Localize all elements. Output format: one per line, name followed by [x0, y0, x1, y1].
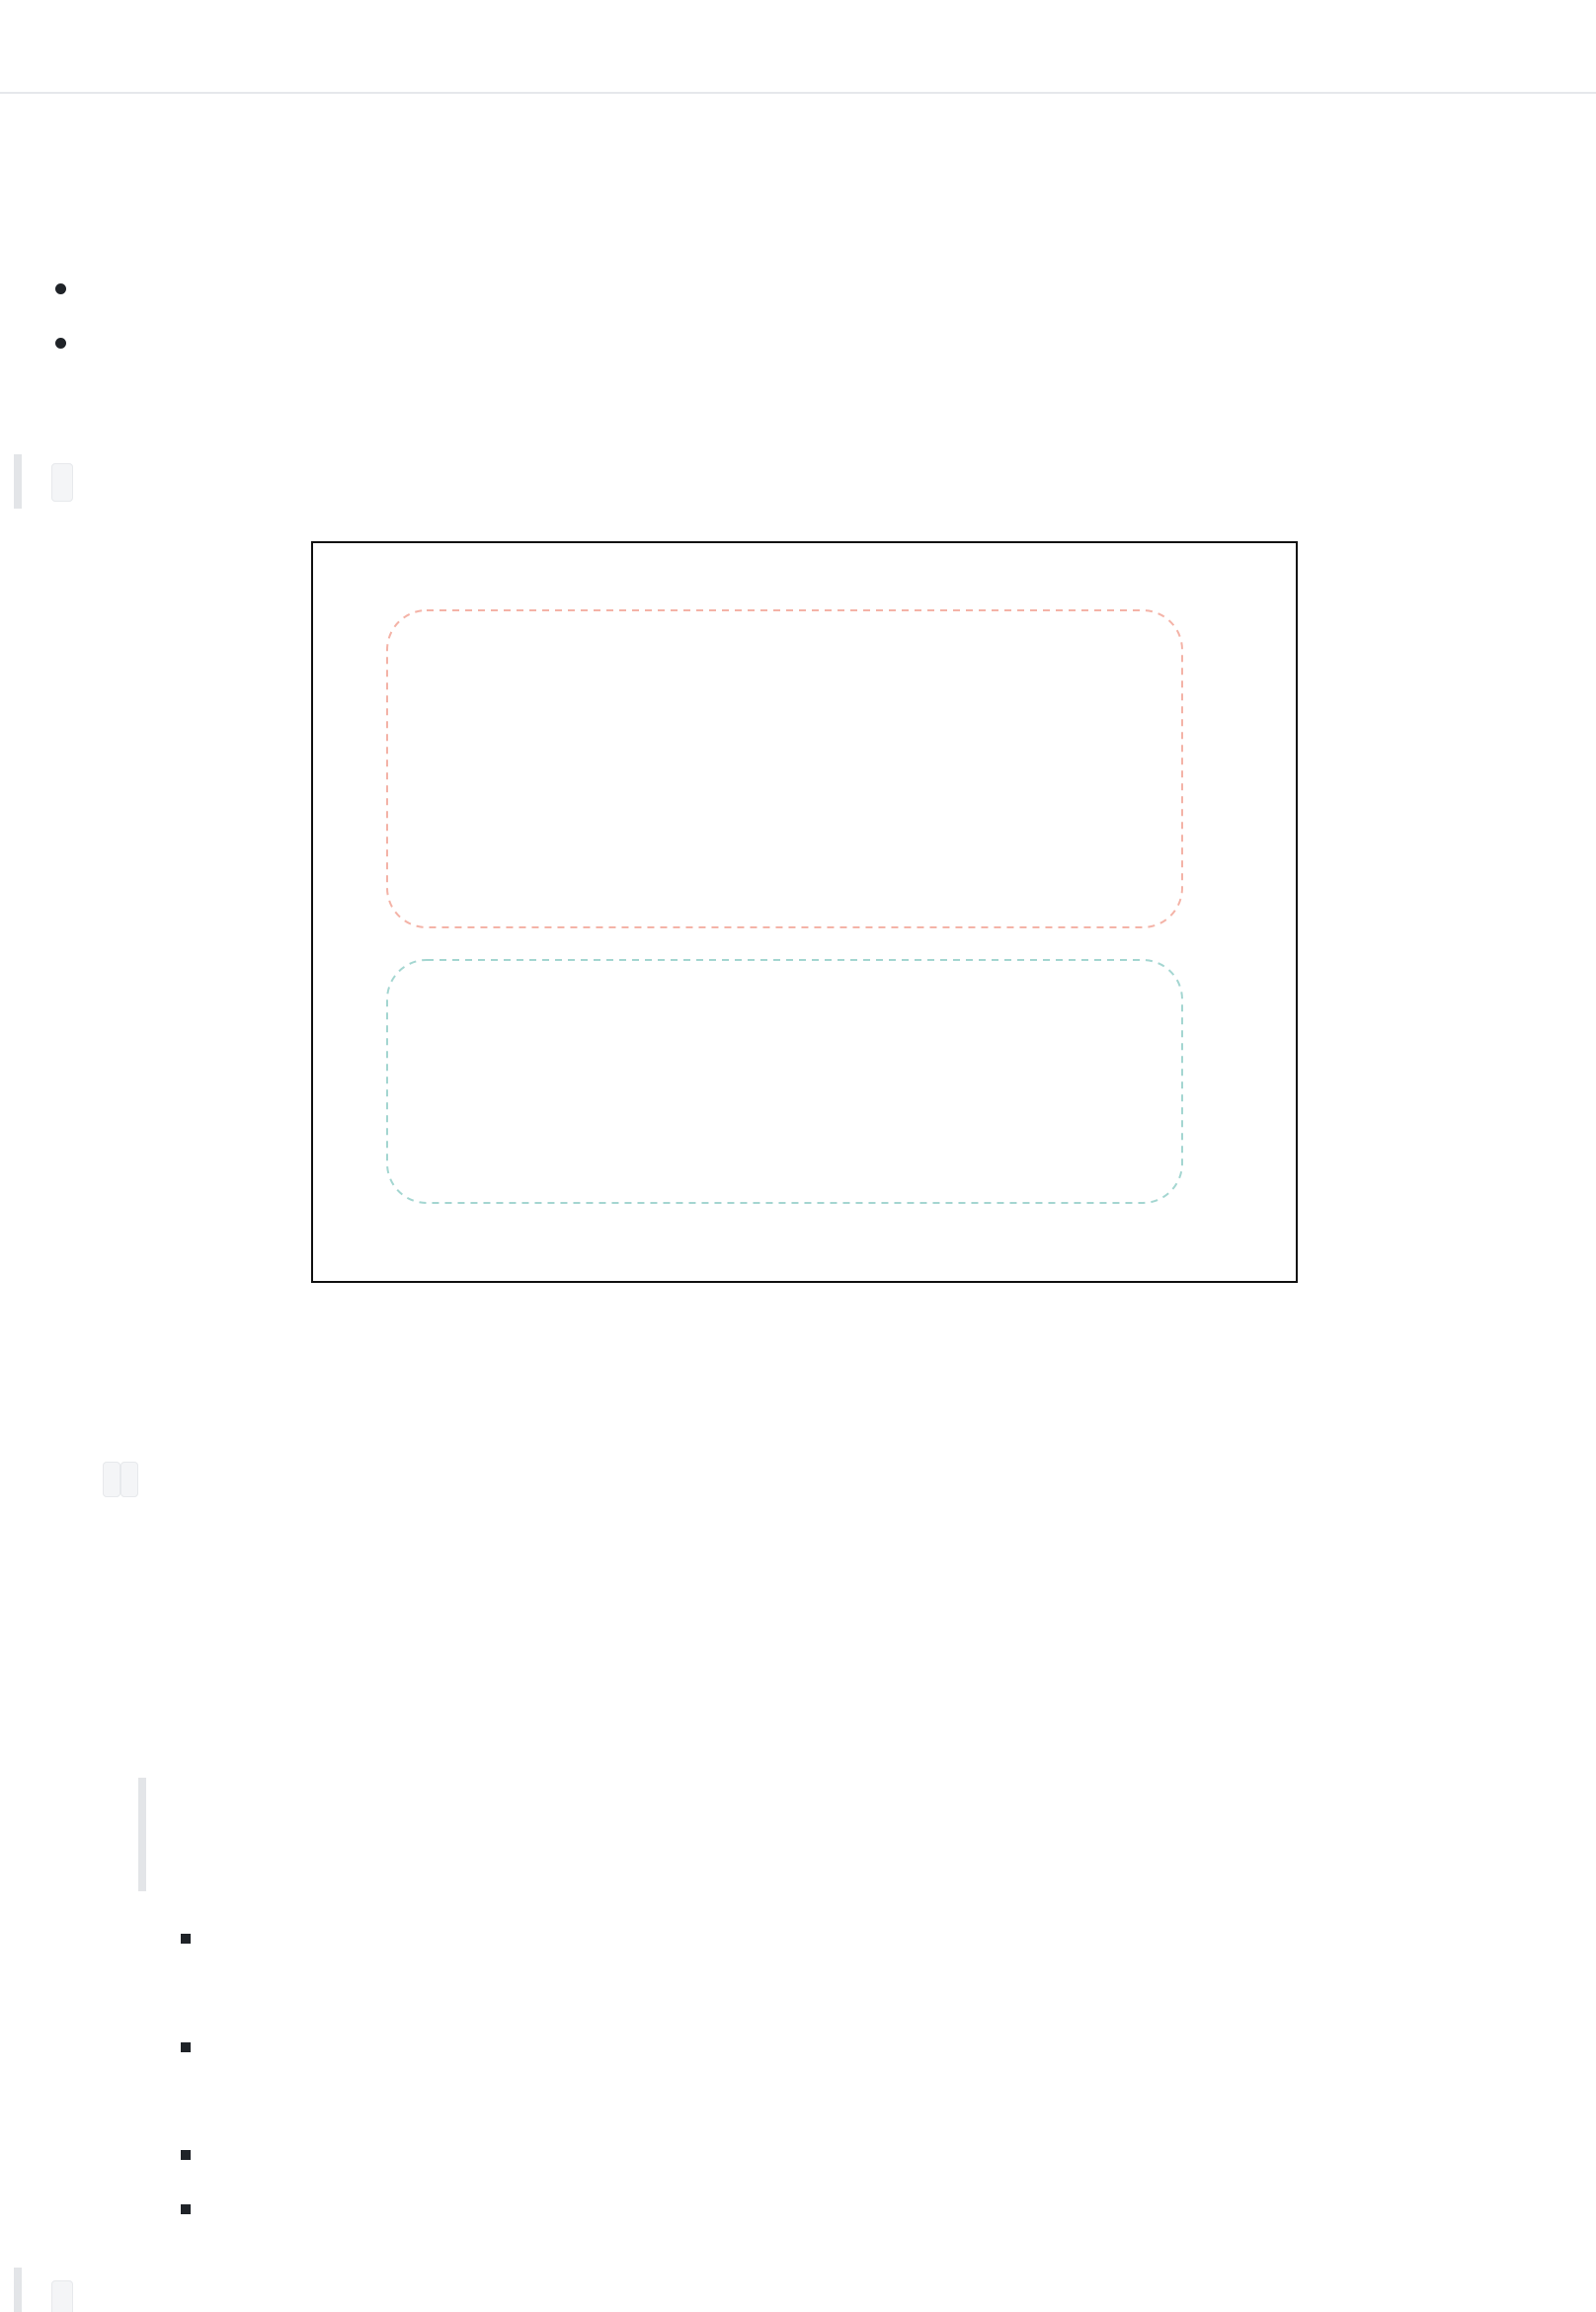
bullet-dot — [55, 338, 66, 349]
array-code — [51, 463, 73, 502]
diagram-svg — [313, 543, 1296, 1281]
case-bullet — [181, 2150, 191, 2160]
case-bullet — [181, 2204, 191, 2214]
figure-caption — [51, 456, 73, 509]
merge-sort-diagram — [311, 541, 1298, 1283]
note-bar — [138, 1778, 146, 1891]
bullet-dot — [55, 283, 66, 294]
quote-bar — [14, 454, 22, 509]
page-header — [0, 0, 1596, 94]
code-inline — [120, 1462, 138, 1497]
case-bullet — [181, 1934, 191, 1944]
array-code — [51, 2280, 73, 2312]
quote-bar — [14, 2268, 22, 2312]
case-bullet — [181, 2042, 191, 2052]
code-inline — [103, 1462, 120, 1497]
merge-region — [387, 960, 1182, 1203]
animation-caption — [51, 2273, 73, 2312]
split-region — [387, 610, 1182, 927]
step-1-1 — [103, 1455, 138, 1502]
